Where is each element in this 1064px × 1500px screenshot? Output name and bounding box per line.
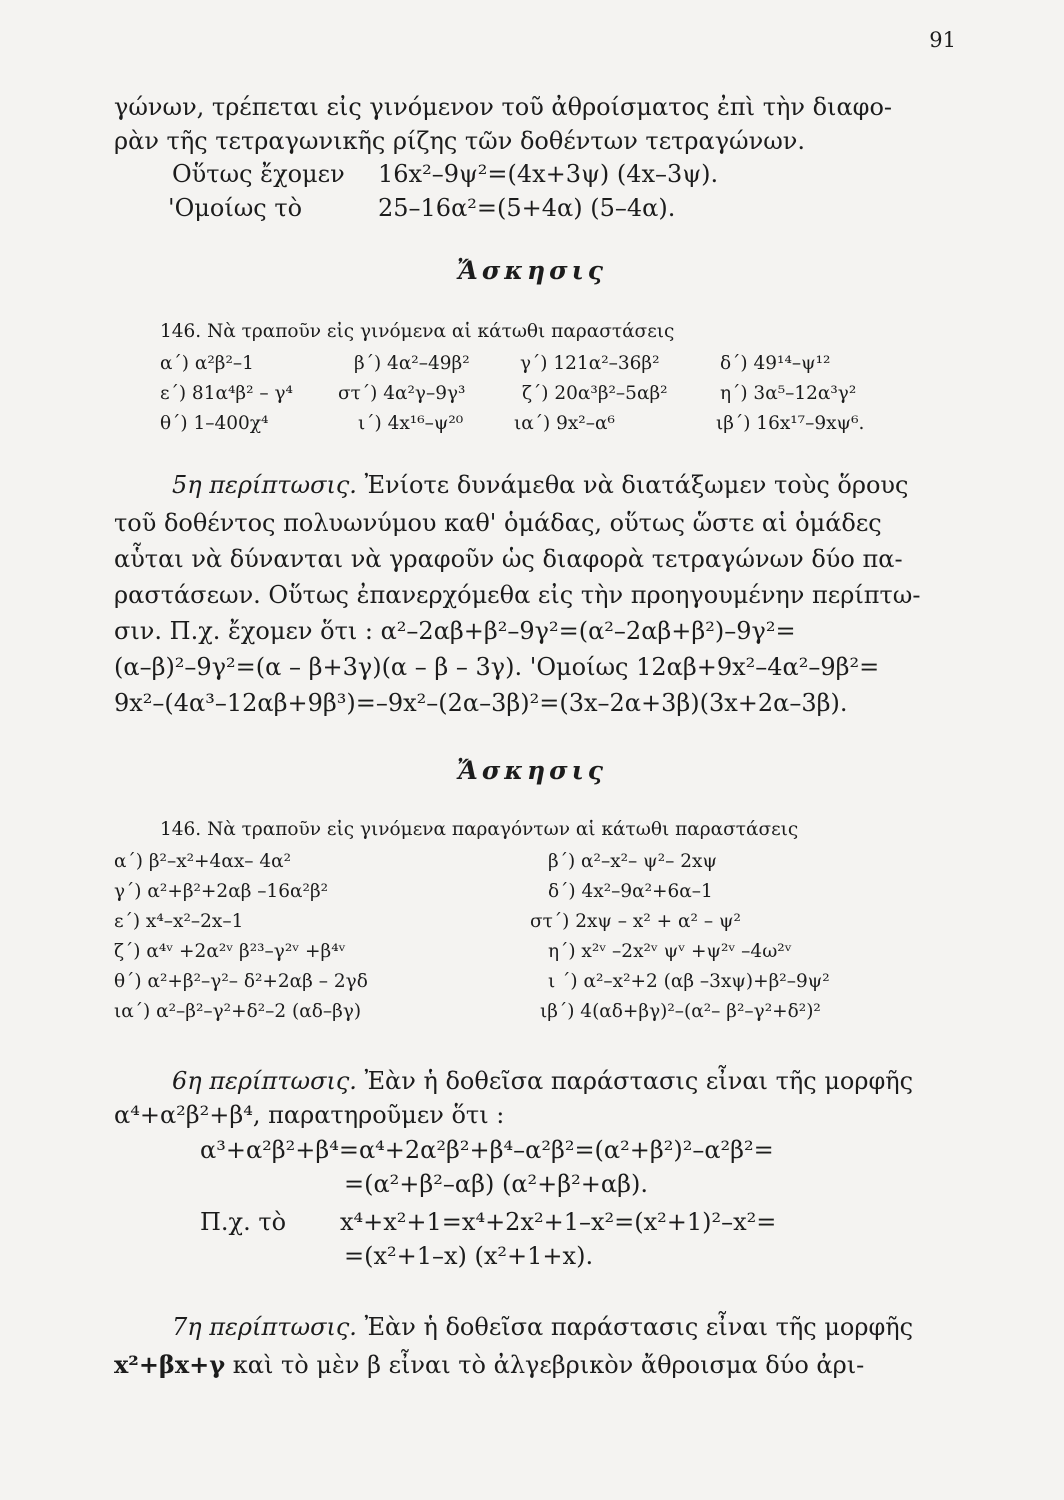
exercise-item: β΄) α²–x²– ψ²– 2xψ	[548, 851, 717, 872]
exercise-item: δ΄) 49¹⁴–ψ¹²	[720, 353, 831, 374]
text-span: καὶ τὸ μὲν β εἶναι τὸ ἀλγεβρικὸν ἄθροισμα δύο ἀρι-	[225, 1351, 865, 1379]
exercise-item: ε΄) x⁴–x²–2x–1	[114, 911, 244, 932]
exercise-item: β΄) 4α²–49β²	[354, 353, 470, 374]
exercise-item: α΄) α²β²–1	[160, 353, 254, 374]
exercise-item: ιβ΄) 4(αδ+βγ)²–(α²– β²–γ²+δ²)²	[540, 1001, 821, 1022]
exercise-intro: 146. Νὰ τραποῦν εἰς γινόμενα παραγόντων αἱ κάτωθι παραστάσεις	[160, 819, 799, 840]
text-line	[172, 1312, 913, 1342]
text-line: α⁴+α²β²+β⁴, παρατηροῦμεν ὅτι :	[114, 1101, 505, 1129]
exercise-item: θ΄) 1–400χ⁴	[160, 413, 269, 434]
exercise-intro: 146. Νὰ τραποῦν εἰς γινόμενα αἱ κάτωθι παραστάσεις	[160, 321, 675, 342]
exercise-item: στ΄) 4α²γ–9γ³	[338, 383, 466, 404]
exercise-item: η΄) 3α⁵–12α³γ²	[720, 383, 857, 404]
text-line: 9x²–(4α³–12αβ+9β³)=–9x²–(2α–3β)²=(3x–2α+3β)(3x+2α–3β).	[114, 689, 848, 717]
text-span: Ἐὰν ἡ δοθεῖσα παράστασις εἶναι τῆς μορφῆς	[356, 1313, 914, 1341]
exercise-item: γ΄) 121α²–36β²	[520, 353, 660, 374]
text-line	[172, 1066, 913, 1096]
example-expression: 16x²–9ψ²=(4x+3ψ) (4x–3ψ).	[378, 160, 719, 188]
case-title: 5η περίπτωσις.	[172, 471, 357, 499]
exercise-item: θ΄) α²+β²–γ²– δ²+2αβ – 2γδ	[114, 971, 368, 992]
text-line	[172, 470, 908, 500]
text-line: ρὰν τῆς τετραγωνικῆς ρίζης τῶν δοθέντων τετραγώνων.	[114, 127, 806, 155]
exercise-item: ε΄) 81α⁴β² – γ⁴	[160, 383, 293, 404]
exercise-item: γ΄) α²+β²+2αβ –16α²β²	[114, 881, 329, 902]
example-expression: 25–16α²=(5+4α) (5–4α).	[378, 194, 676, 222]
text-line: αὗται νὰ δύνανται νὰ γραφοῦν ὡς διαφορὰ τετραγώνων δύο πα-	[114, 545, 903, 573]
equation-line: =(α²+β²–αβ) (α²+β²+αβ).	[344, 1170, 648, 1198]
text-line: ραστάσεων. Οὕτως ἐπανερχόμεθα εἰς τὴν προηγουμένην περίπτω-	[114, 581, 921, 609]
text-line: γώνων, τρέπεται εἰς γινόμενον τοῦ ἀθροίσματος ἐπὶ τὴν διαφο-	[114, 93, 893, 121]
exercise-item: α΄) β²–x²+4αx– 4α²	[114, 851, 292, 872]
exercise-item: ζ΄) α⁴ᵛ +2α²ᵛ β²³–γ²ᵛ +β⁴ᵛ	[114, 941, 346, 962]
case-title: 7η περίπτωσις.	[172, 1313, 357, 1341]
exercise-item: δ΄) 4x²–9α²+6α–1	[548, 881, 713, 902]
exercise-item: στ΄) 2xψ – x² + α² – ψ²	[530, 911, 741, 932]
exercise-item: ι΄) 4x¹⁶–ψ²⁰	[358, 413, 464, 434]
text-span: Ἐὰν ἡ δοθεῖσα παράστασις εἶναι τῆς μορφῆς	[356, 1067, 914, 1095]
text-line: τοῦ δοθέντος πολυωνύμου καθ' ὁμάδας, οὕτως ὥστε αἱ ὁμάδες	[114, 509, 882, 537]
page-number: 91	[929, 28, 956, 52]
text-line: (α–β)²–9γ²=(α – β+3γ)(α – β – 3γ). 'Ομοίως 12αβ+9x²–4α²–9β²=	[114, 653, 880, 681]
exercise-item: ια΄) α²–β²–γ²+δ²–2 (αδ–βγ)	[114, 1001, 362, 1022]
example-label: Π.χ. τὸ	[200, 1208, 287, 1236]
equation-line: =(x²+1–x) (x²+1+x).	[344, 1242, 594, 1270]
exercise-item: ια΄) 9x²–α⁶	[514, 413, 615, 434]
example-label: Οὕτως ἔχομεν	[172, 160, 345, 188]
example-label: 'Ομοίως τὸ	[168, 194, 303, 222]
text-line: σιν. Π.χ. ἔχομεν ὅτι : α²–2αβ+β²–9γ²=(α²–2αβ+β²)–9γ²=	[114, 617, 796, 645]
exercise-item: ιβ΄) 16x¹⁷–9xψ⁶.	[716, 413, 865, 434]
text-line	[114, 1350, 864, 1380]
equation-line: x⁴+x²+1=x⁴+2x²+1–x²=(x²+1)²–x²=	[340, 1208, 777, 1236]
case-title: 6η περίπτωσις.	[172, 1067, 357, 1095]
section-heading: Ἄσκησις	[457, 256, 607, 285]
exercise-item: η΄) x²ᵛ –2x²ᵛ ψᵛ +ψ²ᵛ –4ω²ᵛ	[548, 941, 792, 962]
exercise-item: ι ΄) α²–x²+2 (αβ –3xψ)+β²–9ψ²	[548, 971, 830, 992]
equation-line: α³+α²β²+β⁴=α⁴+2α²β²+β⁴–α²β²=(α²+β²)²–α²β²=	[200, 1136, 774, 1164]
section-heading: Ἄσκησις	[457, 756, 607, 785]
exercise-item: ζ΄) 20α³β²–5αβ²	[522, 383, 668, 404]
formula-bold: x²+βx+γ	[114, 1350, 226, 1379]
text-span: Ἐνίοτε δυνάμεθα νὰ διατάξωμεν τοὺς ὅρους	[356, 471, 909, 499]
